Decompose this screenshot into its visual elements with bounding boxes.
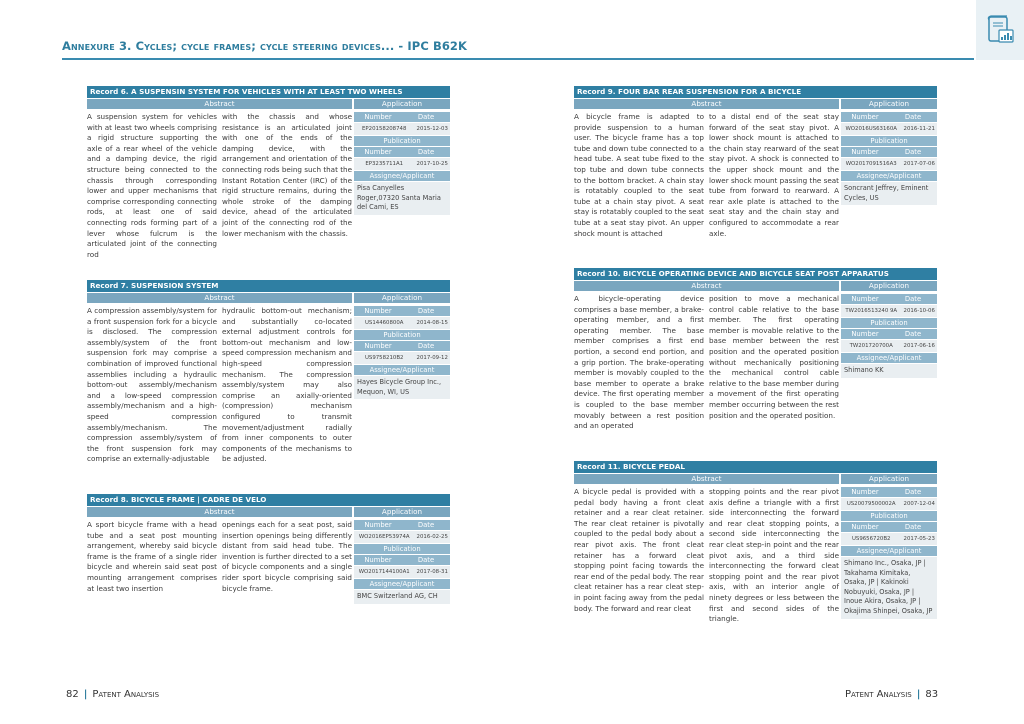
abstract-text-1: A compression assembly/system for a front suspension fork for a bicycle is disclosed. The compression assembly/system of the front suspension fork may comprise a combination of improved functional assemblies including a hydraulic bottom-out assembly/mechanism and a low-speed compression assembly/mechanism and a high-speed compression assembly/mechanism. The compression assembly/system of the front suspension fork may comprise an externally-adjustable bbox=[87, 306, 217, 464]
record-title: Record 7. SUSPENSION SYSTEM bbox=[87, 280, 450, 292]
number-label: Number bbox=[364, 113, 392, 121]
assignee-header: Assignee/Applicant bbox=[354, 579, 450, 589]
assignee-header: Assignee/Applicant bbox=[354, 171, 450, 181]
application-panel bbox=[354, 306, 450, 465]
application-panel bbox=[354, 112, 450, 260]
publication-date: 2017-08-31 bbox=[416, 569, 448, 575]
header-corner bbox=[976, 0, 1024, 60]
number-label: Number bbox=[364, 521, 392, 529]
publication-number: US9758210B2 bbox=[364, 355, 404, 361]
footer-label-right: Patent Analysis bbox=[845, 689, 912, 700]
footer-label-left: Patent Analysis bbox=[92, 689, 160, 700]
date-label: Date bbox=[904, 330, 922, 338]
abstract-text-2: hydraulic bottom-out mechanism; and substantially co-located external adjustment controls for bottom-out mechanism and low-speed compression mechanism and high-speed compression mechanism. The compression assembly/system may also comprise an axially-oriented (compression) mechanism configured to transmit movement/adjustment radially from inner components to outer components of the mechanisms to be adjusted. bbox=[222, 306, 352, 464]
application-panel bbox=[354, 520, 450, 604]
application-number: US14460800A bbox=[364, 320, 404, 326]
date-label: Date bbox=[904, 523, 922, 531]
header-rule bbox=[62, 58, 974, 60]
application-header: Application bbox=[841, 474, 937, 484]
application-header: Application bbox=[841, 99, 937, 109]
publication-number: EP3235711A1 bbox=[365, 161, 404, 167]
abstract-header: Abstract bbox=[574, 281, 839, 291]
publication-header: Publication bbox=[841, 136, 937, 146]
assignee-value: Soncrant Jeffrey, Eminent Cycles, US bbox=[841, 182, 937, 205]
number-label: Number bbox=[364, 556, 392, 564]
abstract-header: Abstract bbox=[87, 99, 352, 109]
assignee-header: Assignee/Applicant bbox=[841, 171, 937, 181]
application-date: 2014-08-15 bbox=[416, 320, 448, 326]
page-title: Annexure 3. Cycles; cycle frames; cycle steering devices... - IPC B62K bbox=[62, 39, 468, 53]
application-date: 2016-10-06 bbox=[903, 308, 935, 314]
abstract-text-2: with the chassis and whose resistance is an articulated joint with one of the ends of the damping device, with the arrangement and orientation of the connecting rods being such that the Instant Rotation Center (IRC) of the rigid structure remains, during the whole stroke of the damping device, ahead of the articulated joint of the connecting rod of the lower mechanism with the chassis. bbox=[222, 112, 352, 238]
application-header: Application bbox=[354, 293, 450, 303]
number-label: Number bbox=[851, 295, 879, 303]
assignee-value: Pisa Canyelles Roger,07320 Santa Maria del Cami, ES bbox=[354, 182, 450, 215]
footer-right bbox=[845, 689, 938, 700]
application-panel bbox=[841, 294, 937, 432]
record-11 bbox=[574, 461, 937, 625]
publication-header: Publication bbox=[354, 330, 450, 340]
abstract-text-2: openings each for a seat post, said insertion openings being differently distant from said head tube. The invention is further directed to a set of bicycle components and a single rider sport bicycle comprising said bicycle frame. bbox=[222, 520, 352, 593]
publication-number: WO2017091516A3 bbox=[845, 161, 897, 167]
record-title: Record 6. A SUSPENSIN SYSTEM FOR VEHICLES WITH AT LEAST TWO WHEELS bbox=[87, 86, 450, 98]
publication-header: Publication bbox=[841, 318, 937, 328]
abstract-header: Abstract bbox=[574, 99, 839, 109]
abstract-text-1: A sport bicycle frame with a head tube and a seat post mounting arrangement, whereby said bicycle frame is the frame of a single rider bicycle and wherein said seat post mounting arrangement comprises at least two insertion bbox=[87, 520, 217, 593]
application-panel bbox=[841, 112, 937, 239]
page-number-left: 82 bbox=[66, 689, 79, 700]
application-panel bbox=[841, 487, 937, 625]
application-number: TW2016513240 9A bbox=[845, 308, 898, 314]
record-7 bbox=[87, 280, 450, 465]
number-label: Number bbox=[851, 113, 879, 121]
document-chart-icon bbox=[985, 14, 1015, 46]
date-label: Date bbox=[904, 295, 922, 303]
date-label: Date bbox=[417, 148, 435, 156]
application-date: 2016-02-25 bbox=[416, 534, 448, 540]
page-number-right: 83 bbox=[925, 689, 939, 700]
record-10 bbox=[574, 268, 937, 432]
date-label: Date bbox=[417, 307, 435, 315]
date-label: Date bbox=[417, 113, 435, 121]
abstract-text-2: to a distal end of the seat stay forward of the seat stay pivot. A lower shock mount is attached to the chain stay rearward of the seat stay pivot. A shock is connected to the upper shock mount and the lower shock mount passing the seat tube from forward to rearward. A rear axle plate is attached to the seat stay and the chain stay and configured to accommodate a rear axle. bbox=[709, 112, 839, 238]
number-label: Number bbox=[364, 307, 392, 315]
record-9 bbox=[574, 86, 937, 239]
date-label: Date bbox=[904, 488, 922, 496]
publication-number: US9656720B2 bbox=[851, 536, 891, 542]
footer-left bbox=[66, 689, 159, 700]
publication-header: Publication bbox=[841, 511, 937, 521]
number-label: Number bbox=[851, 523, 879, 531]
publication-header: Publication bbox=[354, 136, 450, 146]
abstract-header: Abstract bbox=[574, 474, 839, 484]
publication-date: 2017-06-16 bbox=[903, 343, 935, 349]
application-header: Application bbox=[354, 99, 450, 109]
abstract-text-1: A suspension system for vehicles with at least two wheels comprising a rigid structure supporting the axle of a rear wheel of the vehicle and a damping device, the rigid structure being connected to the chassis through corresponding lower and upper mechanisms that comprise corresponding connecting rods, at least one of said connecting rods forming part of a lever whose fulcrum is the articulated joint of the connecting rod bbox=[87, 112, 217, 259]
abstract-text-1: A bicycle frame is adapted to provide suspension to a human user. The bicycle frame has a top tube and down tube connected to a head tube. A seat tube fixed to the top tube and down tube connects to the bottom bracket. A chain stay is rotatably coupled to the seat tube at a chain stay pivot. A seat stay is rotatably coupled to the seat tube at a seat stay pivot. An upper shock mount is attached bbox=[574, 112, 704, 238]
assignee-value: Shimano Inc., Osaka, JP | Takahama Kimitaka, Osaka, JP | Kakinoki Nobuyuki, Osaka, JP | Inoue Akira, Osaka, JP | Okajima Shinpei, Osaka, JP bbox=[841, 557, 937, 619]
footer-divider: | bbox=[916, 689, 921, 700]
number-label: Number bbox=[851, 148, 879, 156]
record-title: Record 11. BICYCLE PEDAL bbox=[574, 461, 937, 473]
publication-number: TW201720700A bbox=[849, 343, 893, 349]
number-label: Number bbox=[364, 342, 392, 350]
abstract-text-2: stopping points and the rear pivot axis define a triangle with a first side interconnecting the forward and rear cleat stopping points, a second side interconnecting the rear cleat step-in point and the rear pivot axis, and a third side interconnecting the forward cleat stopping point and the rear pivot axis, with an interior angle of ninety degrees or less between the first and second sides of the triangle. bbox=[709, 487, 839, 624]
date-label: Date bbox=[417, 521, 435, 529]
publication-header: Publication bbox=[354, 544, 450, 554]
publication-date: 2017-05-23 bbox=[903, 536, 935, 542]
date-label: Date bbox=[904, 113, 922, 121]
assignee-header: Assignee/Applicant bbox=[354, 365, 450, 375]
date-label: Date bbox=[417, 342, 435, 350]
number-label: Number bbox=[851, 488, 879, 496]
abstract-text-2: position to move a mechanical control cable relative to the base member. The first operating member is movable relative to the base member between the rest position and the operated position without mechanically positioning the mechanical control cable relative to the base member during a movement of the first operating member occurring between the rest position and the operated position. bbox=[709, 294, 839, 420]
publication-date: 2017-10-25 bbox=[416, 161, 448, 167]
application-date: 2016-11-21 bbox=[903, 126, 935, 132]
assignee-value: Hayes Bicycle Group Inc., Mequon, WI, US bbox=[354, 376, 450, 399]
record-title: Record 10. BICYCLE OPERATING DEVICE AND BICYCLE SEAT POST APPARATUS bbox=[574, 268, 937, 280]
application-number: US20079500002A bbox=[846, 501, 896, 507]
publication-number: WO2017144100A1 bbox=[358, 569, 410, 575]
record-6 bbox=[87, 86, 450, 260]
abstract-header: Abstract bbox=[87, 507, 352, 517]
record-title: Record 9. FOUR BAR REAR SUSPENSION FOR A BICYCLE bbox=[574, 86, 937, 98]
assignee-header: Assignee/Applicant bbox=[841, 546, 937, 556]
assignee-value: Shimano KK bbox=[841, 364, 937, 378]
publication-date: 2017-09-12 bbox=[416, 355, 448, 361]
date-label: Date bbox=[904, 148, 922, 156]
number-label: Number bbox=[851, 330, 879, 338]
record-8 bbox=[87, 494, 450, 604]
assignee-value: BMC Switzerland AG, CH bbox=[354, 590, 450, 604]
record-title: Record 8. BICYCLE FRAME | CADRE DE VELO bbox=[87, 494, 450, 506]
application-header: Application bbox=[354, 507, 450, 517]
abstract-text-1: A bicycle-operating device comprises a base member, a brake-operating member, and a first operating member. The base member comprises a first end portion, a second end portion, and a grip portion. The brake-operating member is movably coupled to the base member to operate a brake device. The first operating member is coupled to the base member movably between a rest position and an operated bbox=[574, 294, 704, 431]
application-header: Application bbox=[841, 281, 937, 291]
assignee-header: Assignee/Applicant bbox=[841, 353, 937, 363]
number-label: Number bbox=[364, 148, 392, 156]
application-number: EP20158208748 bbox=[362, 126, 407, 132]
publication-date: 2017-07-06 bbox=[903, 161, 935, 167]
footer-divider: | bbox=[83, 689, 88, 700]
application-date: 2007-12-04 bbox=[903, 501, 935, 507]
abstract-text-1: A bicycle pedal is provided with a pedal body having a front cleat retainer and a rear cleat retainer. The rear cleat retainer is pivotally coupled to the pedal body about a rear pivot axis. The front cleat retainer has a forward cleat stopping point facing towards the rear end of the pedal body. The rear cleat retainer has a rear cleat step-in point facing away from the pedal body. The forward and rear cleat bbox=[574, 487, 704, 613]
date-label: Date bbox=[417, 556, 435, 564]
application-number: WO2016EP53974A bbox=[358, 534, 410, 540]
application-number: WO2016US63160A bbox=[845, 126, 897, 132]
application-date: 2015-12-03 bbox=[416, 126, 448, 132]
abstract-header: Abstract bbox=[87, 293, 352, 303]
